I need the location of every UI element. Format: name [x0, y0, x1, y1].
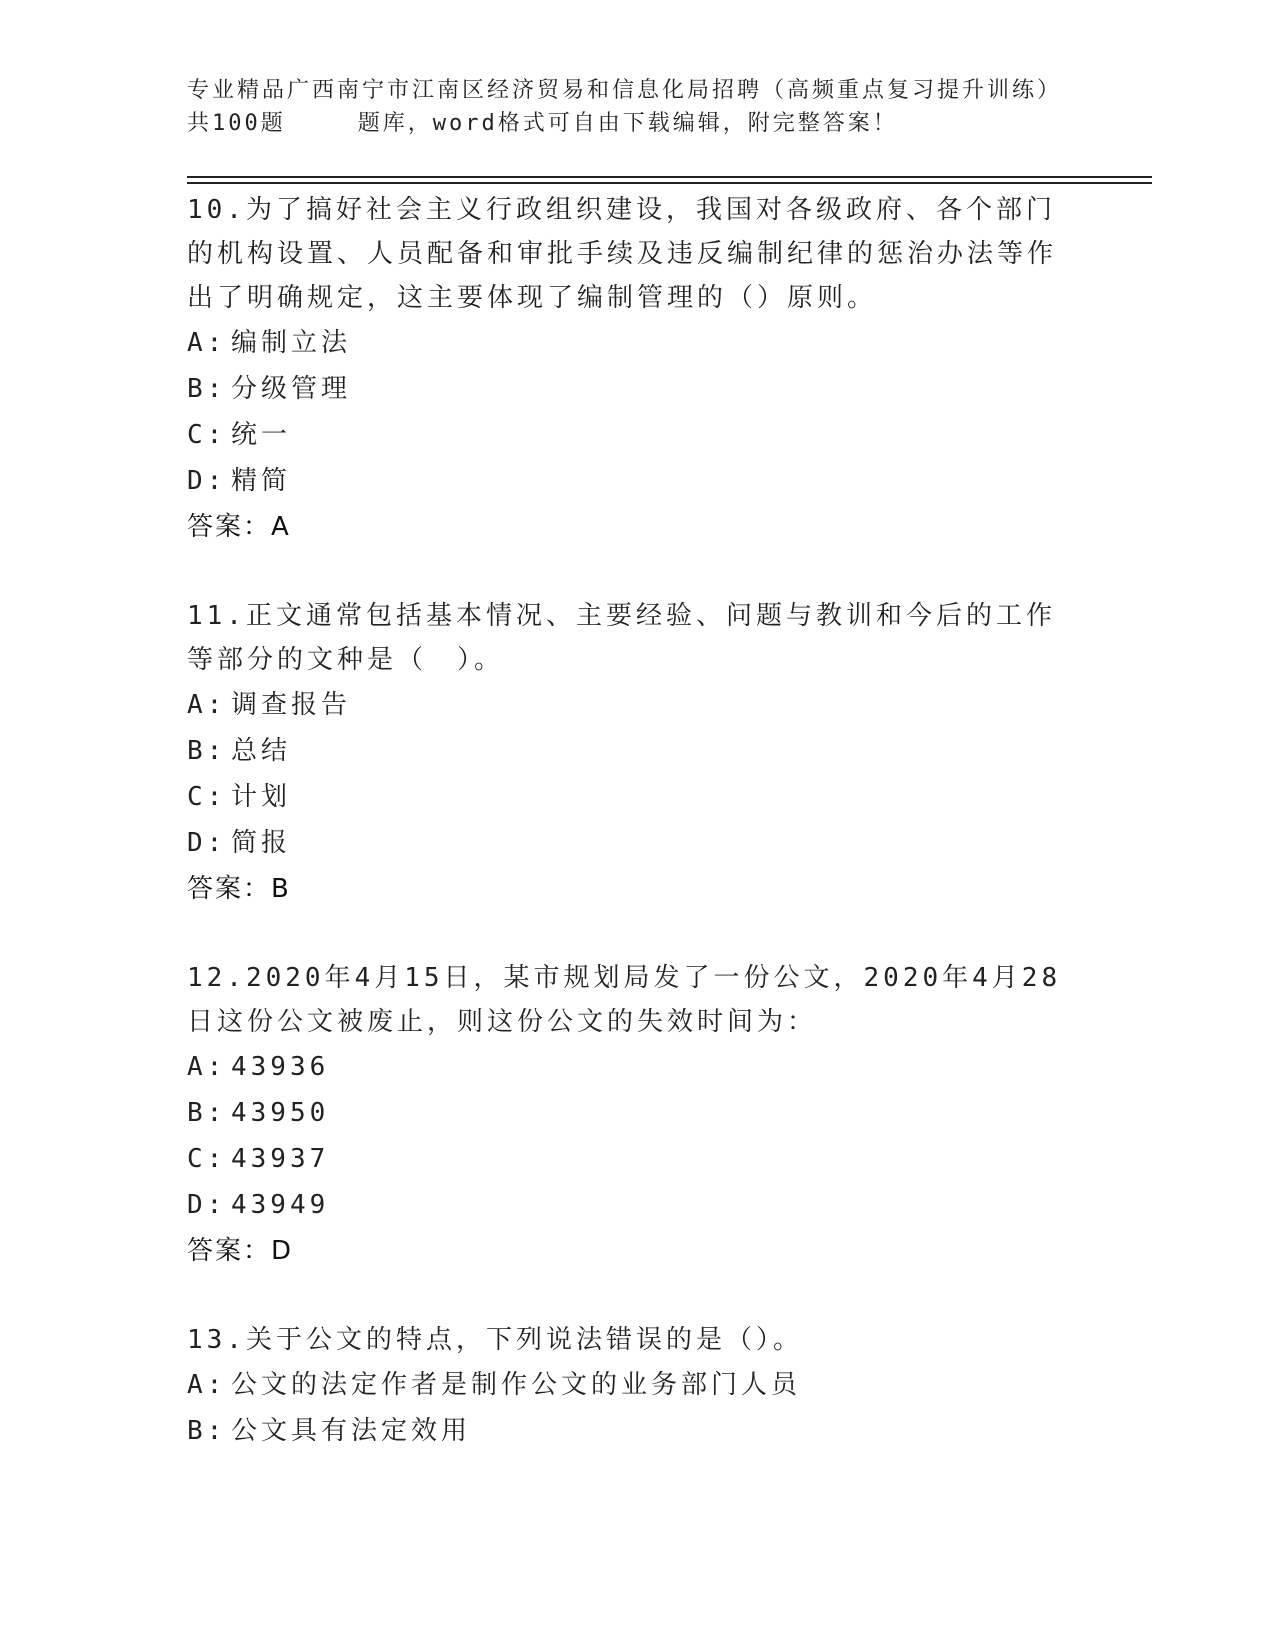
option-text: 43950: [231, 1098, 330, 1128]
option-d: [187, 458, 1087, 504]
question-11: [187, 594, 1087, 912]
header-divider-top: [187, 176, 1152, 178]
header-subtitle: [187, 107, 1087, 140]
option-text: 精简: [231, 466, 292, 496]
option-b: [187, 728, 1087, 774]
question-text: 10.为了搞好社会主义行政组织建设，我国对各级政府、各个部门的机构设置、人员配备和审批手续及违反编制纪律的惩治办法等作出了明确规定，这主要体现了编制管理的（）原则。: [187, 195, 1058, 313]
option-letter: C:: [187, 782, 227, 812]
option-text: 43937: [231, 1144, 330, 1174]
option-c: [187, 774, 1087, 820]
option-d: [187, 820, 1087, 866]
answer-line: 答案：A: [187, 512, 291, 542]
option-text: 调查报告: [231, 690, 352, 720]
option-letter: A:: [187, 1052, 227, 1082]
option-letter: D:: [187, 466, 227, 496]
header-count: 共100题: [187, 111, 286, 136]
option-b: [187, 366, 1087, 412]
option-text: 总结: [231, 736, 292, 766]
option-letter: A:: [187, 690, 227, 720]
answer-line: 答案：D: [187, 1236, 294, 1266]
header-divider-bottom: [187, 182, 1152, 184]
question-text: 13.关于公文的特点，下列说法错误的是（）。: [187, 1325, 803, 1355]
question-10: [187, 188, 1087, 550]
option-d: [187, 1182, 1087, 1228]
document-header: [187, 74, 1087, 140]
option-letter: A:: [187, 1370, 227, 1400]
header-note: 题库，word格式可自由下载编辑，附完整答案！: [357, 111, 898, 136]
option-letter: C:: [187, 420, 227, 450]
option-letter: A:: [187, 328, 227, 358]
option-a: [187, 1362, 1087, 1408]
option-text: 43949: [231, 1190, 330, 1220]
option-text: 编制立法: [231, 328, 352, 358]
option-text: 统一: [231, 420, 292, 450]
option-a: [187, 1044, 1087, 1090]
header-title: 专业精品广西南宁市江南区经济贸易和信息化局招聘（高频重点复习提升训练）: [187, 78, 1063, 103]
option-c: [187, 1136, 1087, 1182]
option-letter: D:: [187, 1190, 227, 1220]
question-list: [187, 188, 1087, 1498]
option-letter: B:: [187, 374, 227, 404]
option-c: [187, 412, 1087, 458]
option-b: [187, 1090, 1087, 1136]
option-letter: B:: [187, 1098, 227, 1128]
option-letter: B:: [187, 736, 227, 766]
option-a: [187, 682, 1087, 728]
question-text: 11.正文通常包括基本情况、主要经验、问题与教训和今后的工作等部分的文种是（ ）。: [187, 601, 1056, 675]
question-text: 12.2020年4月15日，某市规划局发了一份公文，2020年4月28日这份公文被废止，则这份公文的失效时间为：: [187, 963, 1062, 1037]
option-letter: D:: [187, 828, 227, 858]
option-text: 简报: [231, 828, 292, 858]
option-text: 分级管理: [231, 374, 352, 404]
option-a: [187, 320, 1087, 366]
question-13: [187, 1318, 1087, 1454]
option-b: [187, 1408, 1087, 1454]
option-text: 公文具有法定效用: [231, 1416, 472, 1446]
option-letter: C:: [187, 1144, 227, 1174]
option-letter: B:: [187, 1416, 227, 1446]
option-text: 公文的法定作者是制作公文的业务部门人员: [231, 1370, 802, 1400]
option-text: 43936: [231, 1052, 330, 1082]
question-12: [187, 956, 1087, 1274]
option-text: 计划: [231, 782, 292, 812]
answer-line: 答案：B: [187, 874, 291, 904]
